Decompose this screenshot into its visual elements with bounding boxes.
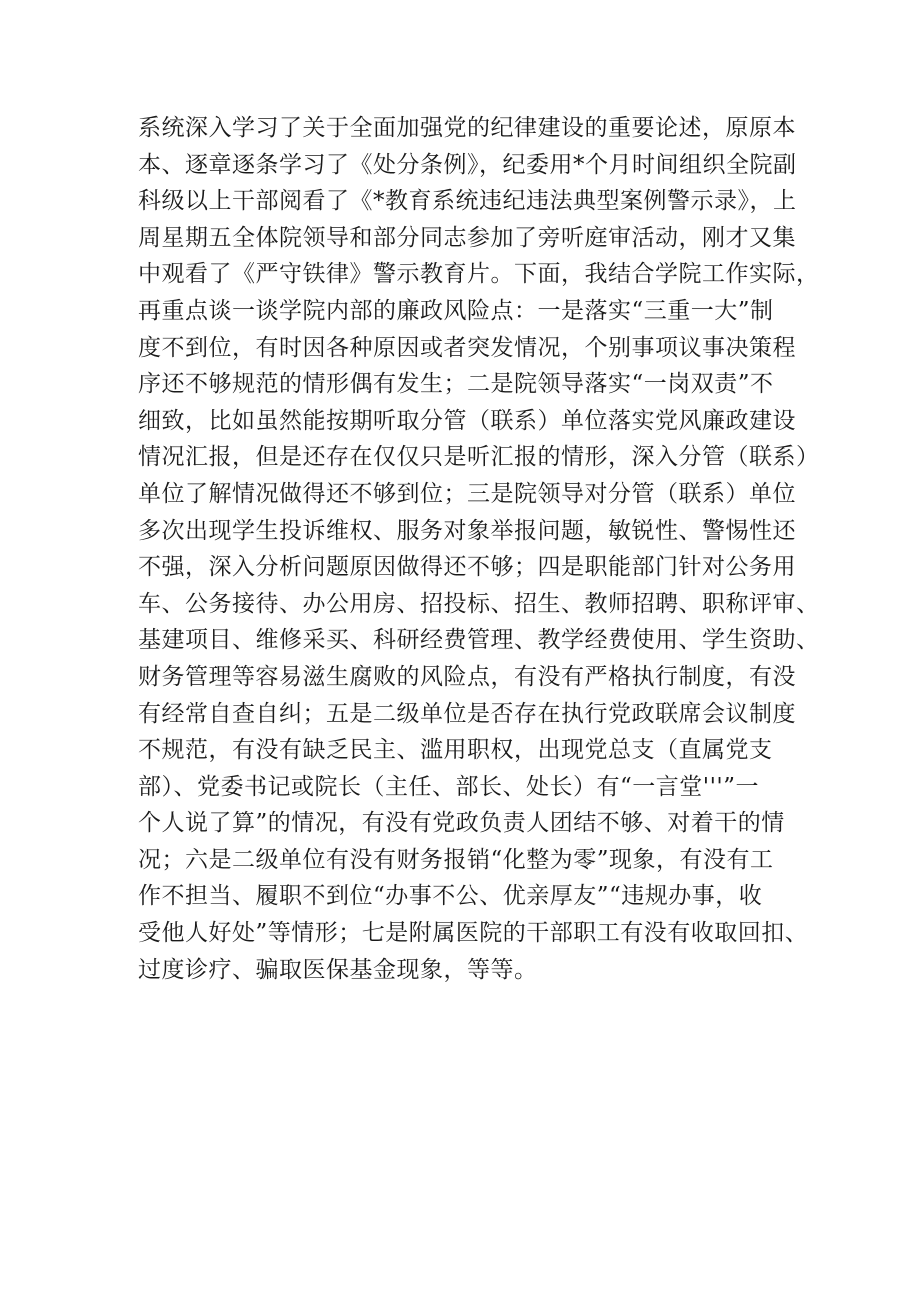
text-line: 作不担当、履职不到位“办事不公、优亲厚友”“违规办事，收 (138, 883, 763, 910)
text-line: 不规范，有没有缺乏民主、滥用职权，出现党总支（直属党支 (138, 737, 773, 764)
text-line: 多次出现学生投诉维权、服务对象举报问题，敏锐性、警惕性还 (138, 517, 796, 544)
text-line: 部）、党委书记或院长（主任、部长、处长）有“一言堂'''”一 (138, 773, 759, 800)
text-line: 况；六是二级单位有没有财务报销“化整为零”现象，有没有工 (138, 846, 774, 873)
text-line: 有经常自查自纠；五是二级单位是否存在执行党政联席会议制度 (138, 700, 796, 727)
text-line: 单位了解情况做得还不够到位；三是院领导对分管（联系）单位 (138, 480, 796, 507)
text-line: 基建项目、维修采买、科研经费管理、教学经费使用、学生资助、 (138, 627, 820, 654)
text-line: 细致，比如虽然能按期听取分管（联系）单位落实党风廉政建设 (138, 407, 796, 434)
text-line: 系统深入学习了关于全面加强党的纪律建设的重要论述，原原本 (138, 115, 796, 141)
text-line: 再重点谈一谈学院内部的廉政风险点：一是落实“三重一大”制 (138, 297, 774, 324)
text-line: 科级以上干部阅看了《*教育系统违纪违法典型案例警示录》，上 (138, 188, 797, 215)
text-line: 序还不够规范的情形偶有发生；二是院领导落实“一岗双责”不 (138, 371, 774, 398)
text-line: 财务管理等容易滋生腐败的风险点，有没有严格执行制度，有没 (138, 663, 796, 690)
text-line: 车、公务接待、办公用房、招投标、招生、教师招聘、职称评审、 (138, 590, 820, 617)
text-line: 本、逐章逐条学习了《处分条例》，纪委用*个月时间组织全院副 (138, 151, 797, 178)
text-line: 过度诊疗、骗取医保基金现象，等等。 (138, 956, 538, 983)
text-line: 度不到位，有时因各种原因或者突发情况，个别事项议事决策程 (138, 334, 796, 361)
text-line: 情况汇报，但是还存在仅仅只是听汇报的情形，深入分管（联系） (138, 444, 820, 471)
text-line: 不强，深入分析问题原因做得还不够；四是职能部门针对公务用 (138, 554, 796, 581)
text-line: 受他人好处”等情形；七是附属医院的干部职工有没有收取回扣、 (138, 920, 809, 947)
text-line: 中观看了《严守铁律》警示教育片。下面，我结合学院工作实际， (138, 261, 820, 288)
body-paragraph (138, 110, 820, 988)
text-line: 个人说了算”的情况，有没有党政负责人团结不够、对着干的情 (138, 810, 785, 837)
text-line: 周星期五全体院领导和部分同志参加了旁听庭审活动，刚才又集 (138, 224, 796, 251)
